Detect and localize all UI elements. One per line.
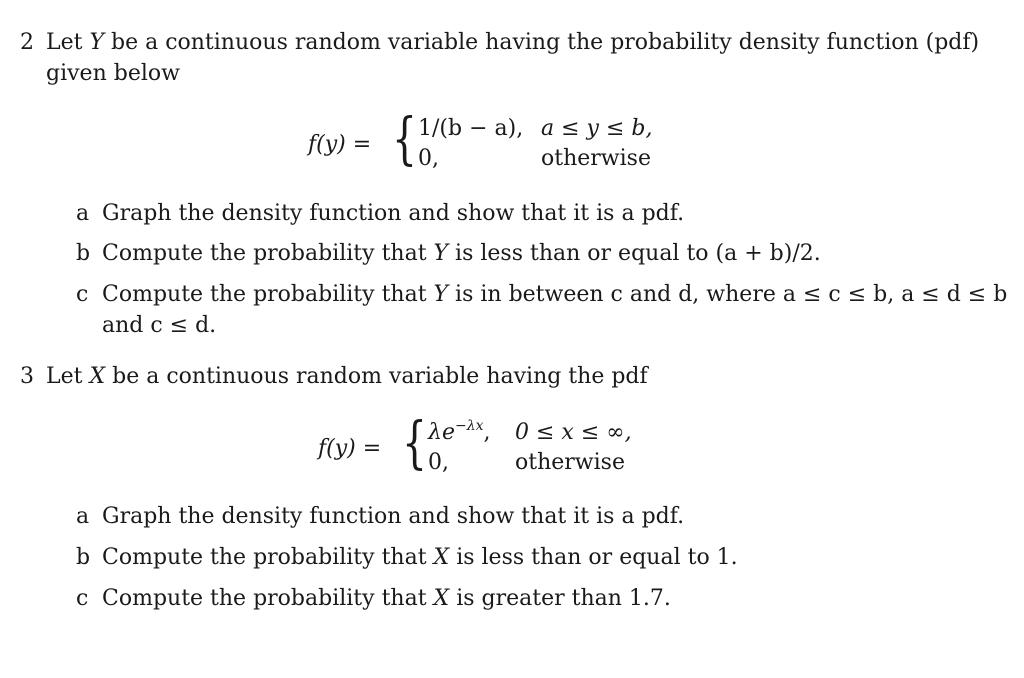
q2-stem-line2: given below [46, 61, 180, 86]
q2-case1-expr: 1/(b − a), [418, 116, 524, 141]
q2-case1-cond: a ≤ y ≤ b, [541, 116, 653, 141]
q3-case2-expr: 0, [428, 450, 449, 475]
q3-brace: { [402, 411, 427, 476]
q3-case2-cond: otherwise [515, 450, 625, 475]
q2-variable: Y [89, 30, 104, 55]
q3-variable: X [89, 364, 106, 389]
q2-stem-line1: 2 Let Y be a continuous random variable having the probability density function (pdf) [20, 30, 980, 55]
q2-brace: { [392, 107, 417, 172]
q3-case1-expr: $\lambda e^{-\lambda x}$, [428, 418, 491, 445]
q2-part-c: c Compute the probability that Y is in between c and d, where a ≤ c ≤ b, a ≤ d ≤ b [76, 282, 1008, 307]
q3-part-b: b Compute the probability that X is less than or equal to 1. [76, 545, 738, 570]
q2-case2-expr: 0, [418, 146, 439, 171]
q3-part-c: c Compute the probability that X is greater than 1.7. [76, 586, 671, 611]
q2-part-b: b Compute the probability that Y is less than or equal to (a + b)/2. [76, 241, 821, 266]
q3-pdf-lhs: f(y) = [318, 436, 382, 461]
q2-part-c-line2: and c ≤ d. [102, 313, 217, 338]
q3-number: 3 [20, 364, 34, 389]
q2-part-a: a Graph the density function and show that it is a pdf. [76, 201, 685, 226]
q3-stem: 3 Let X be a continuous random variable having the pdf [20, 364, 648, 389]
q3-case1-cond: 0 ≤ x ≤ ∞, [515, 420, 632, 445]
q3-part-a: a Graph the density function and show that it is a pdf. [76, 504, 685, 529]
q2-pdf-lhs: f(y) = [308, 132, 372, 157]
q2-number: 2 [20, 30, 34, 55]
q2-case2-cond: otherwise [541, 146, 651, 171]
